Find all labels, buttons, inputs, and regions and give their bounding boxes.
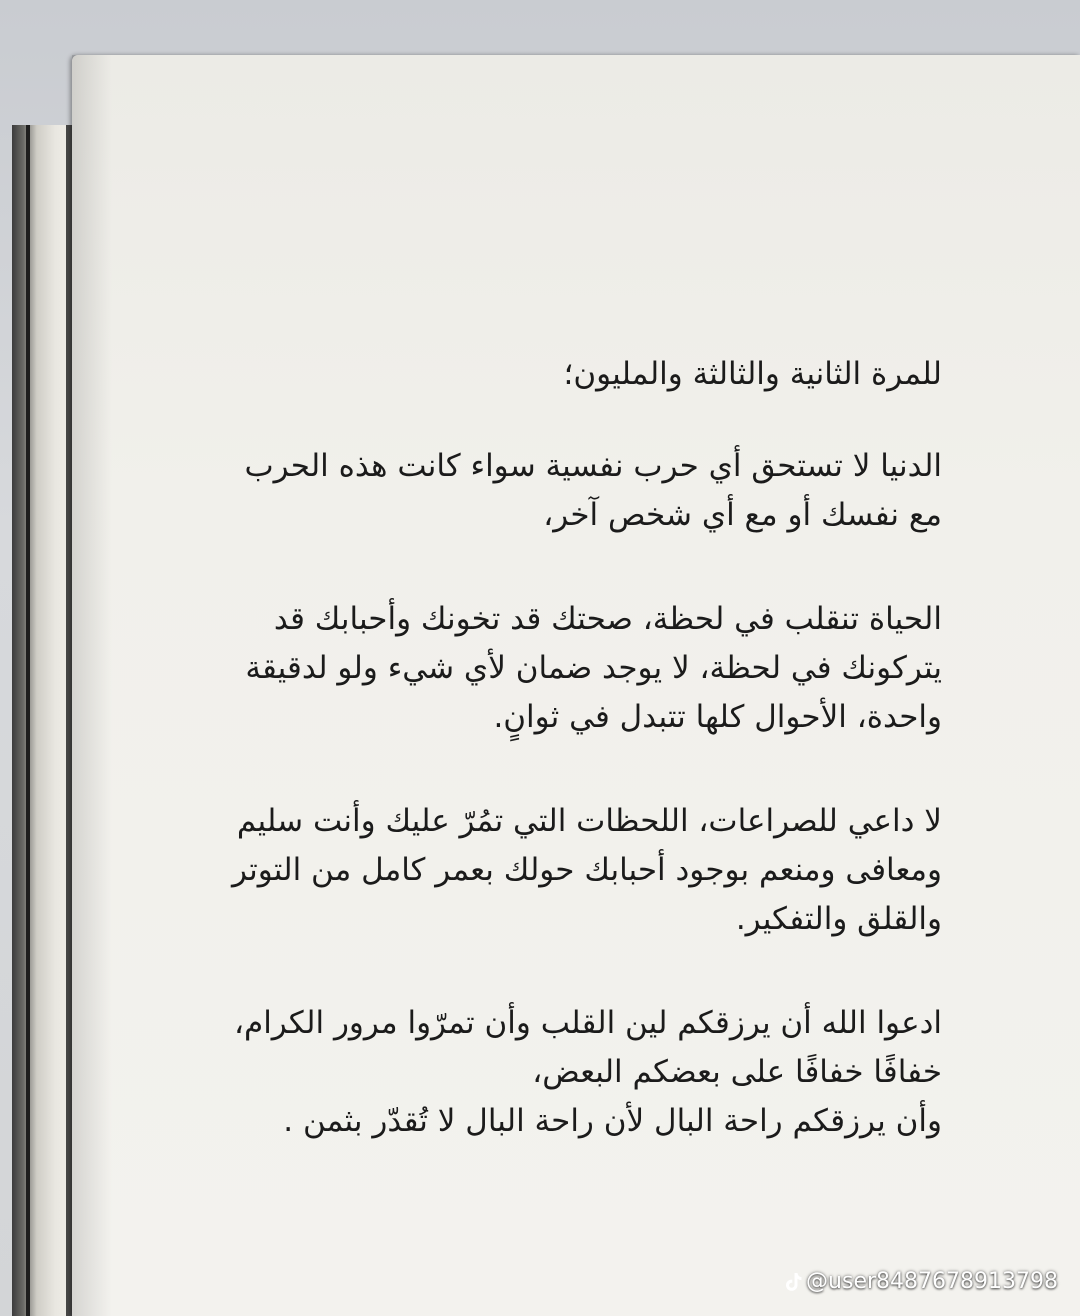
paragraph-line: والقلق والتفكير. bbox=[735, 901, 942, 937]
paragraph-line: يتركونك في لحظة، لا يوجد ضمان لأي شيء ولو لدقيقة bbox=[245, 650, 942, 686]
paragraph-line: ومعافى ومنعم بوجود أحبابك حولك بعمر كامل من التوتر bbox=[232, 852, 942, 888]
book-page-edges bbox=[12, 125, 74, 1316]
page-text bbox=[182, 350, 942, 1201]
paragraph-line: مع نفسك أو مع أي شخص آخر، bbox=[543, 497, 942, 533]
paragraph-line: الحياة تنقلب في لحظة، صحتك قد تخونك وأحبابك قد bbox=[273, 601, 942, 637]
paragraph-line: وأن يرزقكم راحة البال لأن راحة البال لا تُقدّر بثمن . bbox=[283, 1103, 942, 1139]
watermark bbox=[784, 1269, 1058, 1294]
page-heading: للمرة الثانية والثالثة والمليون؛ bbox=[563, 356, 942, 392]
paragraph-1 bbox=[182, 442, 942, 540]
paragraph-line: ادعوا الله أن يرزقكم لين القلب وأن تمرّوا مرور الكرام، bbox=[234, 1005, 942, 1041]
watermark-username: @user8487678913798 bbox=[806, 1269, 1058, 1294]
paragraph-2 bbox=[182, 595, 942, 742]
paragraph-line: واحدة، الأحوال كلها تتبدل في ثوانٍ. bbox=[493, 699, 942, 735]
paragraph-3 bbox=[182, 797, 942, 944]
paragraph-4 bbox=[182, 999, 942, 1146]
paragraph-line: الدنيا لا تستحق أي حرب نفسية سواء كانت هذه الحرب bbox=[244, 448, 942, 484]
paragraph-line: لا داعي للصراعات، اللحظات التي تمُرّ عليك وأنت سليم bbox=[236, 803, 942, 839]
tiktok-icon bbox=[784, 1272, 802, 1292]
paragraph-line: خفافًا خفافًا على بعضكم البعض، bbox=[532, 1054, 942, 1090]
